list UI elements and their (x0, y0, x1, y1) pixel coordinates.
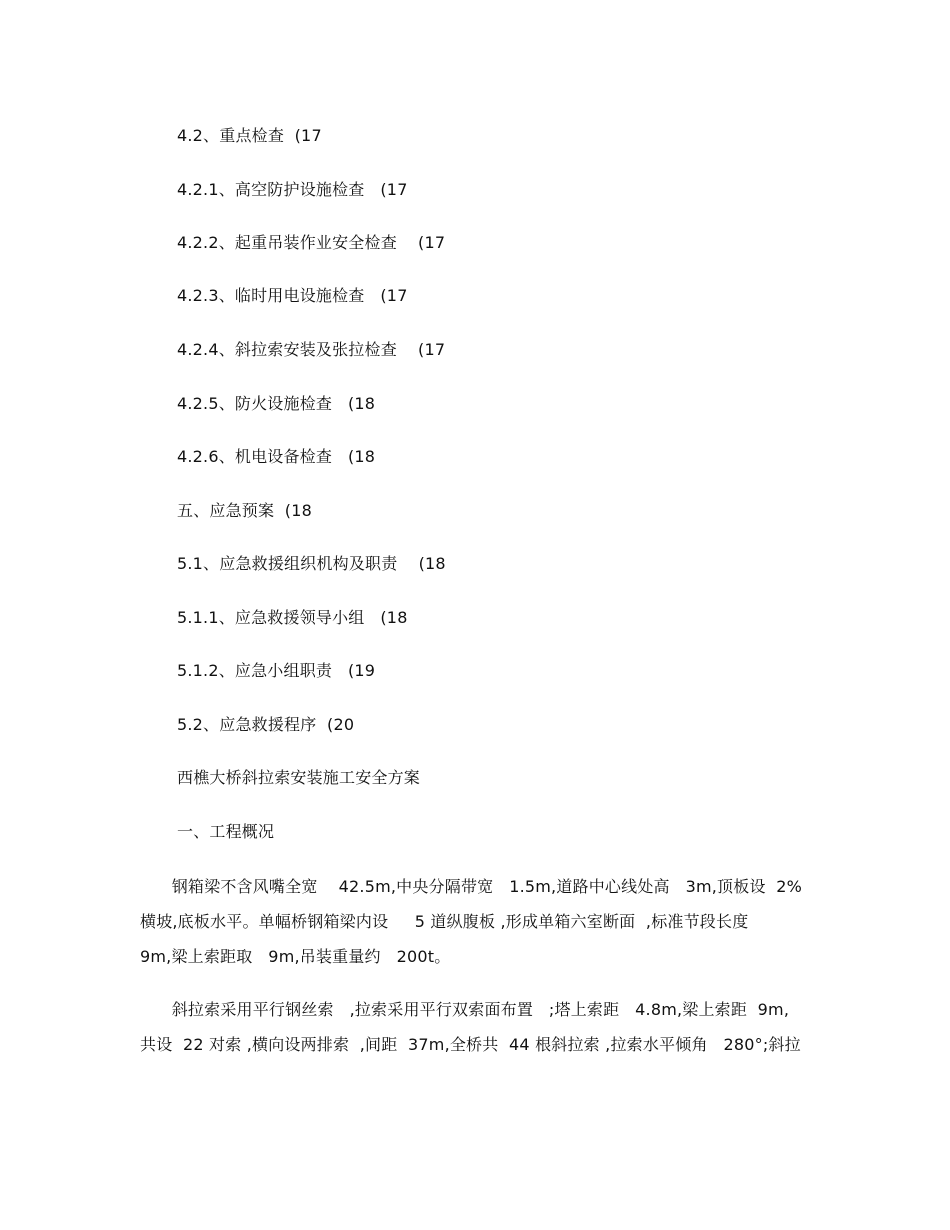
toc-entry: 4.2.1、高空防护设施检查 (17 (177, 180, 408, 199)
toc-entry: 4.2.5、防火设施检查 (18 (177, 394, 376, 413)
paragraph-overview-2 (140, 992, 820, 1062)
toc-entry: 4.2.6、机电设备检查 (18 (177, 447, 376, 466)
toc-entry: 5.1.1、应急救援领导小组 (18 (177, 608, 408, 627)
toc-entry: 4.2.4、斜拉索安装及张拉检查 (17 (177, 340, 446, 359)
paragraph-line: 钢箱梁不含风嘴全宽 42.5m,中央分隔带宽 1.5m,道路中心线处高 3m,顶板设 2% (140, 877, 802, 896)
paragraph-line: 9m,梁上索距取 9m,吊装重量约 200t。 (140, 947, 451, 966)
toc-entry: 5.2、应急救援程序 (20 (177, 715, 355, 734)
paragraph-line: 共设 22 对索 ,横向设两排索 ,间距 37m,全桥共 44 根斜拉索 ,拉索水平倾角 280°;斜拉 (140, 1035, 801, 1054)
toc-entry: 4.2、重点检查 (17 (177, 126, 322, 145)
paragraph-line: 斜拉索采用平行钢丝索 ,拉索采用平行双索面布置 ;塔上索距 4.8m,梁上索距 9m, (140, 1000, 790, 1019)
toc-entry: 五、应急预案 (18 (177, 501, 312, 520)
toc-entry: 4.2.2、起重吊装作业安全检查 (17 (177, 233, 446, 252)
paragraph-overview-1 (140, 869, 820, 974)
section-heading: 一、工程概况 (177, 822, 275, 841)
toc-entry: 5.1、应急救援组织机构及职责 (18 (177, 554, 446, 573)
document-title: 西樵大桥斜拉索安装施工安全方案 (177, 768, 421, 787)
toc-entry: 4.2.3、临时用电设施检查 (17 (177, 286, 408, 305)
paragraph-line: 横坡,底板水平。单幅桥钢箱梁内设 5 道纵腹板 ,形成单箱六室断面 ,标准节段长度 (140, 912, 749, 931)
toc-entry: 5.1.2、应急小组职责 (19 (177, 661, 376, 680)
